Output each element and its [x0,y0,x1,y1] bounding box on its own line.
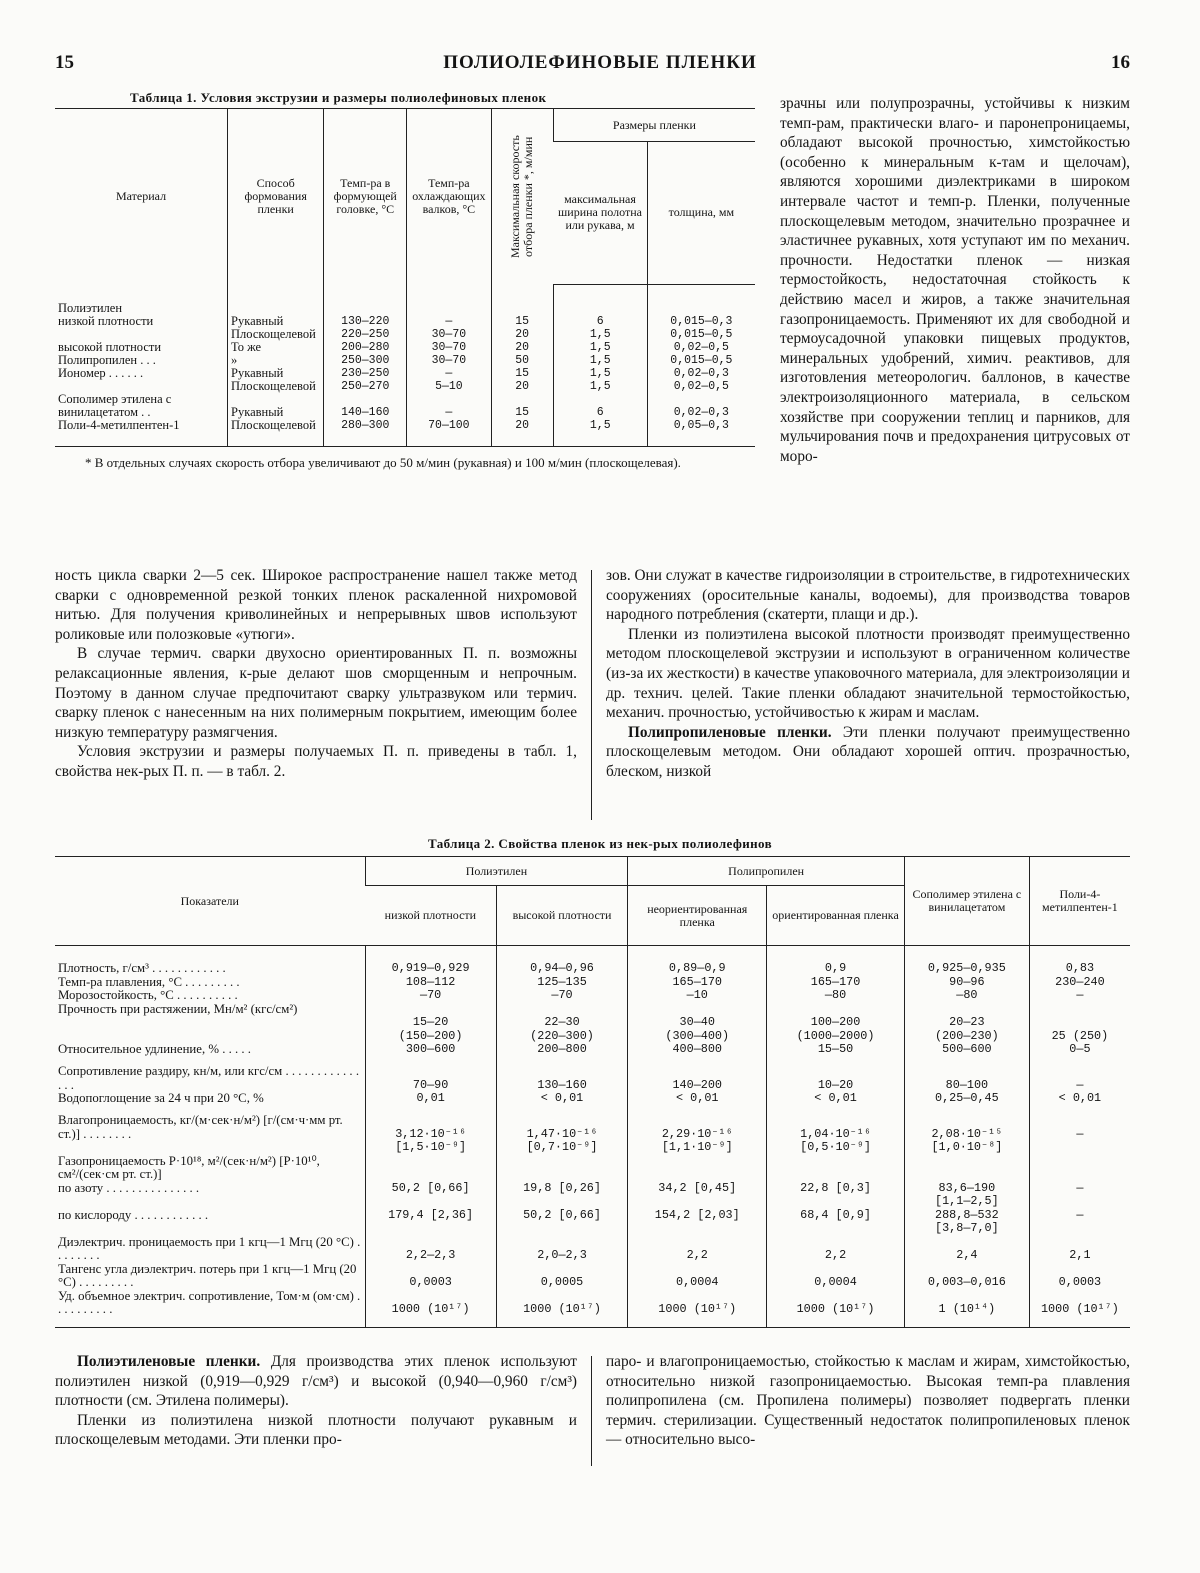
table-cell: — [1029,1114,1130,1155]
table-cell-material: Поли-4-метилпентен-1 [58,418,180,432]
table-row-label: Относительное удлинение, % . . . . . [58,1042,251,1056]
spacer-cell [324,432,407,447]
table-cell: 2,2 [767,1236,905,1263]
table-cell-thick: 0,02—0,3 [647,393,755,419]
table-row [55,315,755,328]
t2-header-eva: Сополимер этилена с винилацетатом [904,857,1029,946]
table-cell-speed: 20 [491,419,553,432]
table-cell: — [1029,1209,1130,1236]
table-cell-method: Рукавный [228,367,324,380]
table-cell: 1000 (10¹⁷) [365,1290,496,1317]
t2-header-pp: Полипропилен [628,857,905,886]
spacer-cell [496,1317,628,1328]
table-cell-t-cool: 5—10 [407,380,491,393]
table-row-label: Уд. объемное электрич. сопротивление, Том·м (ом·см) . . . . . . . . . . [58,1288,361,1316]
table-cell-t-head: 140—160 [324,393,407,419]
table-cell: 0,0003 [1029,1263,1130,1290]
table-row [55,1236,1130,1263]
table-cell: 22,8 [0,3] [767,1155,905,1209]
table-cell: 288,8—532 [3,8—7,0] [904,1209,1029,1236]
spacer-cell [628,1317,767,1328]
spacer-cell [553,432,647,447]
table-row-label: Влагопроницаемость, кг/(м·сек·н/м²) [г/(см·ч·мм рт. ст.)] . . . . . . . . [58,1113,343,1141]
paragraph: Условия экструзии и размеры получаемых П. п. приведены в табл. 1, свойства нек-рых П. п. — в табл. 2. [55,743,577,780]
table-cell-material: Полипропилен . . . [58,353,156,367]
table1-caption: Таблица 1. Условия экструзии и размеры полиолефиновых пленок [130,90,547,105]
t2-header-pe: Полиэтилен [365,857,628,886]
table-cell-thick: 0,02—0,3 [647,367,755,380]
table-cell: 34,2 [0,45] [628,1155,767,1209]
t2-header-pe-high: высокой плотности [496,886,628,946]
table-cell: 0—5 [1029,1043,1130,1065]
table-cell: 2,2—2,3 [365,1236,496,1263]
table-cell: 300—600 [365,1043,496,1065]
t1-header-dims: Размеры пленки [553,109,755,142]
paragraph: зрачны или полупрозрачны, устойчивы к низким темп-рам, практически влаго- и паронепроницаемы, обладают высокой прочностью, химстойкостью (особенно к минеральным к-там и щелочам), являются хорошими диэлектриками в широком интервале частот и темп-р. Пленки, полученные плоскощелевым методом, значительно прозрачнее и эластичнее рукавных, хотя уступают им по механич. прочности. Недостатки пленок — низкая термостойкость, недостаточная стойкость к действию масел и жиров, а также значительная газопроницаемость. Применяют их для свободной и термоусадочной упаковки пищевых продуктов, минеральных удобрений, химич. реактивов, для изготовления метеорологич. баллонов, в качестве электроизоляционного материала, в сельском хозяйстве при сооружении теплиц и парников, для мульчирования почв и предохранения цитрусовых от моро- [780,95,1130,465]
paragraph: паро- и влагопроницаемостью, стойкостью к маслам и жирам, химстойкостью, относительно низкой газопроницаемостью. Высокая темп-ра плавления полипропилена (см. Пропилена полимеры) позволяет подвергать пленки термич. стерилизации. Существенный недостаток полипропиленовых пленок — относительно высо- [606,1353,1130,1449]
t1-header-width: максимальная ширина полотна или рукава, м [553,142,647,285]
table-cell-t-cool [407,284,491,315]
t1-header-thickness: толщина, мм [647,142,755,285]
table-cell: 0,01 [365,1092,496,1114]
table-cell-width [553,284,647,315]
table-cell-t-cool: — [407,315,491,328]
table-cell: < 0,01 [767,1092,905,1114]
table-row [55,393,755,419]
table-row-spacer [55,1317,1130,1328]
table-row [55,1155,1130,1209]
table-cell: 2,0—2,3 [496,1236,628,1263]
t2-header-pe-low: низкой плотности [365,886,496,946]
paragraph: зов. Они служат в качестве гидроизоляции в строительстве, в гидротехнических сооружениях (оросительные каналы, водоемы), для производства товаров народного потребления (скатерти, плащи и др.). [606,567,1130,624]
table-cell-speed: 20 [491,341,553,354]
bottom-left-column [55,1352,577,1450]
table1-footnote: * В отдельных случаях скорость отбора увеличивают до 50 м/мин (рукавная) и 100 м/мин (плоскощелевая). [85,455,681,470]
table-cell: 0,94—0,96 125—135 —70 22—30 (220—300) [496,946,628,1044]
table-cell-thick: 0,05—0,3 [647,419,755,432]
table-cell-t-cool: — [407,367,491,380]
table-cell: 500—600 [904,1043,1029,1065]
table-cell-material: Полиэтилен [58,301,123,315]
table-row [55,341,755,354]
table-cell: 2,08·10⁻¹⁵ [1,0·10⁻⁸] [904,1114,1029,1155]
table-cell: — [1029,1155,1130,1209]
table-cell-thick [647,284,755,315]
table-cell-speed: 50 [491,354,553,367]
table-cell-method: Рукавный [228,315,324,328]
table-row-label: Газопроницаемость Р·10¹⁸, м²/(сек·н/м²) [Р·10¹⁰, см²/(сек·см рт. ст.)] по азоту . . . . . . . . . . . . . . . [58,1153,320,1195]
t2-header-pmp: Поли-4-метилпентен-1 [1029,857,1130,946]
table-cell-thick: 0,02—0,5 [647,380,755,393]
t2-header-pp-non: неориентированная пленка [628,886,767,946]
table-cell: 1000 (10¹⁷) [767,1290,905,1317]
table-cell: 15—50 [767,1043,905,1065]
table-row [55,1092,1130,1114]
table-cell-material: высокой плотности [58,340,162,354]
table-cell-speed: 20 [491,380,553,393]
table-cell-width: 6 [553,315,647,328]
bottom-right-column [606,1352,1130,1450]
table-cell-t-head: 250—270 [324,380,407,393]
table-cell-width: 1,5 [553,380,647,393]
table-cell: 0,83 230—240 — 25 (250) [1029,946,1130,1044]
table-row-label: Сопротивление раздиру, кн/м, или кгс/см . . . . . . . . . . . . . . . [58,1064,360,1092]
table-cell: 0,919—0,929 108—112 —70 15—20 (150—200) [365,946,496,1044]
table-cell-method: Плоскощелевой [228,380,324,393]
table-cell: 1,47·10⁻¹⁶ [0,7·10⁻⁹] [496,1114,628,1155]
mid-right-column [606,566,1130,782]
table-cell-method: Плоскощелевой [228,419,324,432]
table-cell: 80—100 [904,1065,1029,1092]
table-cell-method [228,284,324,315]
spacer-cell [55,432,228,447]
paragraph-text: Эти пленки получают преимущественно плоскощелевым методом. Они обладают хорошей оптич. прозрачностью, блеском, низкой [606,723,1130,780]
table-cell: 140—200 [628,1065,767,1092]
table-row-label: по кислороду . . . . . . . . . . . . [58,1207,209,1222]
table-cell-t-head: 230—250 [324,367,407,380]
table-row [55,367,755,380]
table2-caption: Таблица 2. Свойства пленок из нек-рых полиолефинов [427,836,773,851]
table-cell: 1000 (10¹⁷) [1029,1290,1130,1317]
table-cell-method: Плоскощелевой [228,328,324,341]
paragraph-text: Для производства этих пленок используют полиэтилен низкой (0,919—0,929 г/см³) и высокой (0,940—0,960 г/см³) плотности (см. Этилена полимеры). [55,1353,577,1410]
table-cell-t-head: 130—220 [324,315,407,328]
table-cell-material: Сополимер этилена с винилацетатом . . [58,392,172,419]
table-cell-speed: 15 [491,393,553,419]
table-cell-t-head: 200—280 [324,341,407,354]
table-cell: < 0,01 [496,1092,628,1114]
table-row [55,1114,1130,1155]
table-row [55,1065,1130,1092]
table-cell: 0,0005 [496,1263,628,1290]
table-cell-width: 1,5 [553,328,647,341]
table-cell: 0,0003 [365,1263,496,1290]
paragraph: В случае термич. сварки двухосно ориентированных П. п. возможны релаксационные явления, к-рые делают шов сморщенным и непрочным. Поэтому в данном случае предпочитают сварку ультразвуком или термич. сварку пленок с нанесенным на них полимерным покрытием, имеющим более низкую температуру размягчения. [55,645,577,741]
table-cell: 0,89—0,9 165—170 —10 30—40 (300—400) [628,946,767,1044]
table-cell: 1000 (10¹⁷) [496,1290,628,1317]
table-cell: 0,003—0,016 [904,1263,1029,1290]
table-cell-speed: 20 [491,328,553,341]
table-row [55,284,755,315]
table-cell: 400—800 [628,1043,767,1065]
t1-header-method: Способ формования пленки [228,109,324,285]
column-divider [591,570,592,820]
left-page-number: 15 [55,52,74,73]
table-cell: 2,29·10⁻¹⁶ [1,1·10⁻⁹] [628,1114,767,1155]
table-cell-width: 1,5 [553,419,647,432]
right-page-number: 16 [1111,52,1130,73]
table-cell: < 0,01 [1029,1092,1130,1114]
table-cell-method: » [228,354,324,367]
table-row [55,1209,1130,1236]
table-cell-width: 1,5 [553,341,647,354]
spacer-cell [491,432,553,447]
table-cell-t-cool: 30—70 [407,341,491,354]
table-cell-method: То же [228,341,324,354]
paragraph: ность цикла сварки 2—5 сек. Широкое распространение нашел также метод сварки с одновременной резкой тонких пленок раскаленной нихромовой нитью. Для получения криволинейных и непрерывных швов используют роликовые или полозковые «утюги». [55,567,577,643]
paragraph [606,723,1130,782]
t1-header-temp-head: Темп-ра в формующей головке, °С [324,109,407,285]
table-row [55,354,755,367]
table-cell-thick: 0,015—0,3 [647,315,755,328]
table-cell: 0,9 165—170 —80 100—200 (1000—2000) [767,946,905,1044]
table-cell: 3,12·10⁻¹⁶ [1,5·10⁻⁹] [365,1114,496,1155]
table-cell-thick: 0,015—0,5 [647,354,755,367]
table-row-label: Диэлектрич. проницаемость при 1 кгц—1 Мгц (20 °С) . . . . . . . . [58,1234,361,1262]
table-cell: 0,0004 [628,1263,767,1290]
table-cell-width: 1,5 [553,354,647,367]
table-cell-t-cool: — [407,393,491,419]
table-cell: 50,2 [0,66] [496,1209,628,1236]
table-row [55,419,755,432]
table-cell-t-cool: 30—70 [407,354,491,367]
table-cell-t-head [324,284,407,315]
table-cell: 50,2 [0,66] [365,1155,496,1209]
table-cell: 19,8 [0,26] [496,1155,628,1209]
table-cell: 200—800 [496,1043,628,1065]
table-cell: 2,1 [1029,1236,1130,1263]
table-cell-speed: 15 [491,367,553,380]
spacer-cell [647,432,755,447]
table-cell-material: Иономер . . . . . . [58,366,144,380]
t1-header-temp-cool: Темп-ра охлаждающих валков, °С [407,109,491,285]
table-cell: 1000 (10¹⁷) [628,1290,767,1317]
table-cell: 0,0004 [767,1263,905,1290]
page-title: ПОЛИОЛЕФИНОВЫЕ ПЛЕНКИ [443,52,757,73]
t2-header-pp-or: ориентированная пленка [767,886,905,946]
spacer-cell [1029,1317,1130,1328]
section-heading: Полипропиленовые пленки. [628,723,832,741]
spacer-cell [228,432,324,447]
mid-left-column [55,566,577,782]
paragraph [55,1352,577,1411]
table-cell: 68,4 [0,9] [767,1209,905,1236]
spacer-cell [767,1317,905,1328]
table-row [55,1290,1130,1317]
table-cell: 2,4 [904,1236,1029,1263]
spacer-cell [904,1317,1029,1328]
table1 [55,108,755,470]
table-cell-t-head: 220—250 [324,328,407,341]
table-cell-width: 6 [553,393,647,419]
section-heading: Полиэтиленовые пленки. [77,1353,261,1370]
table-cell: 130—160 [496,1065,628,1092]
table-row-label: Плотность, г/см³ . . . . . . . . . . . . Темп-ра плавления, °С . . . . . . . . . Морозостойкость, °С . . . . . . . . . . Прочность при растяжении, Мн/м² (кгс/см²) [58,961,298,1016]
table-cell: 2,2 [628,1236,767,1263]
table-row [55,946,1130,1044]
table-row [55,1043,1130,1065]
table-cell: 179,4 [2,36] [365,1209,496,1236]
paragraph: Пленки из полиэтилена низкой плотности получают рукавным и плоскощелевым методами. Эти пленки про- [55,1411,577,1449]
paragraph: Пленки из полиэтилена высокой плотности производят преимущественно методом плоскощелевой экструзии и используют в ограниченном количестве (из-за их жесткости) в качестве упаковочного материала, для электроизоляции и др. технич. целей. Такие пленки обладают значительной термостойкостью, механич. прочностью, устойчивостью к жирам и маслам. [606,625,1130,722]
table-cell-t-head: 250—300 [324,354,407,367]
t1-header-material: Материал [115,189,167,203]
table-cell-material: низкой плотности [58,314,154,328]
table-row-label: Водопоглощение за 24 ч при 20 °С, % [58,1091,264,1105]
table-cell: < 0,01 [628,1092,767,1114]
table-cell-t-cool: 70—100 [407,419,491,432]
t1-header-speed: Максимальная скорость отбора пленки *, м/мин [508,135,536,258]
table-cell-t-cool: 30—70 [407,328,491,341]
table-cell-thick: 0,02—0,5 [647,341,755,354]
table-row-label: Тангенс угла диэлектрич. потерь при 1 кгц—1 Мгц (20 °С) . . . . . . . . . [58,1261,357,1289]
table-cell: 10—20 [767,1065,905,1092]
table-cell-width: 1,5 [553,367,647,380]
table-cell-speed: 15 [491,315,553,328]
table-cell-thick: 0,015—0,5 [647,328,755,341]
table-cell: 70—90 [365,1065,496,1092]
table-cell: — [1029,1065,1130,1092]
spacer-cell [55,1317,365,1328]
table-cell: 83,6—190 [1,1—2,5] [904,1155,1029,1209]
right-top-column [780,94,1130,466]
spacer-cell [365,1317,496,1328]
table-cell: 1,04·10⁻¹⁶ [0,5·10⁻⁹] [767,1114,905,1155]
table-cell-t-head: 280—300 [324,419,407,432]
table-row-spacer [55,432,755,447]
table2 [55,856,1130,1328]
table-cell-speed [491,284,553,315]
table-cell: 154,2 [2,03] [628,1209,767,1236]
spacer-cell [407,432,491,447]
table-cell: 1 (10¹⁴) [904,1290,1029,1317]
table-cell: 0,25—0,45 [904,1092,1029,1114]
table-cell-method: Рукавный [228,393,324,419]
t2-header-indicators: Показатели [55,857,365,946]
column-divider [591,1356,592,1466]
table-row [55,1263,1130,1290]
table-cell: 0,925—0,935 90—96 —80 20—23 (200—230) [904,946,1029,1044]
